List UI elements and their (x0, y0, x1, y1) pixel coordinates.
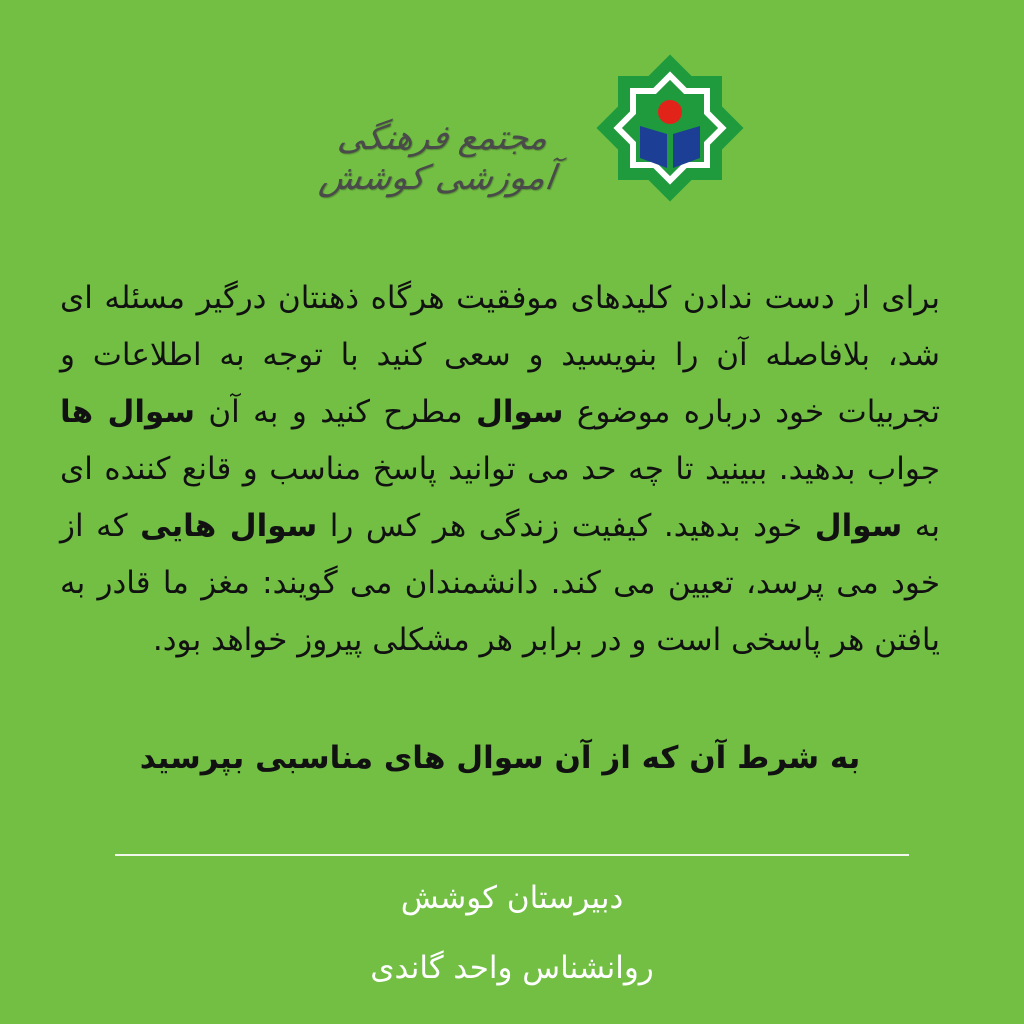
keyword-questions: سوال هایی (140, 508, 318, 544)
text-segment: که از خود می پرسد، تعیین می کند. دانشمندان می گویند: مغز ما قادر به یافتن هر پاسخی است و در برابر هر مشکلی پیروز خواهد بود. (60, 508, 940, 658)
header-logo (290, 48, 750, 208)
school-emblem-icon (590, 48, 750, 208)
school-name: دبیرستان کوشش (400, 880, 624, 916)
text-segment: خود بدهید. کیفیت زندگی هر کس را (317, 508, 815, 544)
keyword-questions: سوال ها (60, 394, 195, 430)
author-name: روانشناس واحد گاندی (370, 950, 654, 986)
keyword-question: سوال (814, 508, 903, 544)
text-segment: جواب بدهید. ببینید تا چه حد می توانید پاسخ مناسب و قانع کننده ای به (60, 451, 941, 544)
main-paragraph (60, 270, 940, 669)
keyword-question: سوال (475, 394, 564, 430)
divider (115, 854, 909, 856)
text-segment: مطرح کنید و به آن (194, 394, 476, 430)
logo-text: مجتمع فرهنگی آموزشی کوشش (316, 118, 558, 198)
closing-line: به شرط آن که از آن سوال های مناسبی بپرسید (139, 740, 861, 776)
text-segment: برای از دست ندادن کلیدهای موفقیت هرگاه ذهنتان درگیر مسئله ای شد، بلافاصله آن را بنویسید و سعی کنید با توجه به اطلاعات و تجربیات خود درباره موضوع (60, 280, 940, 430)
